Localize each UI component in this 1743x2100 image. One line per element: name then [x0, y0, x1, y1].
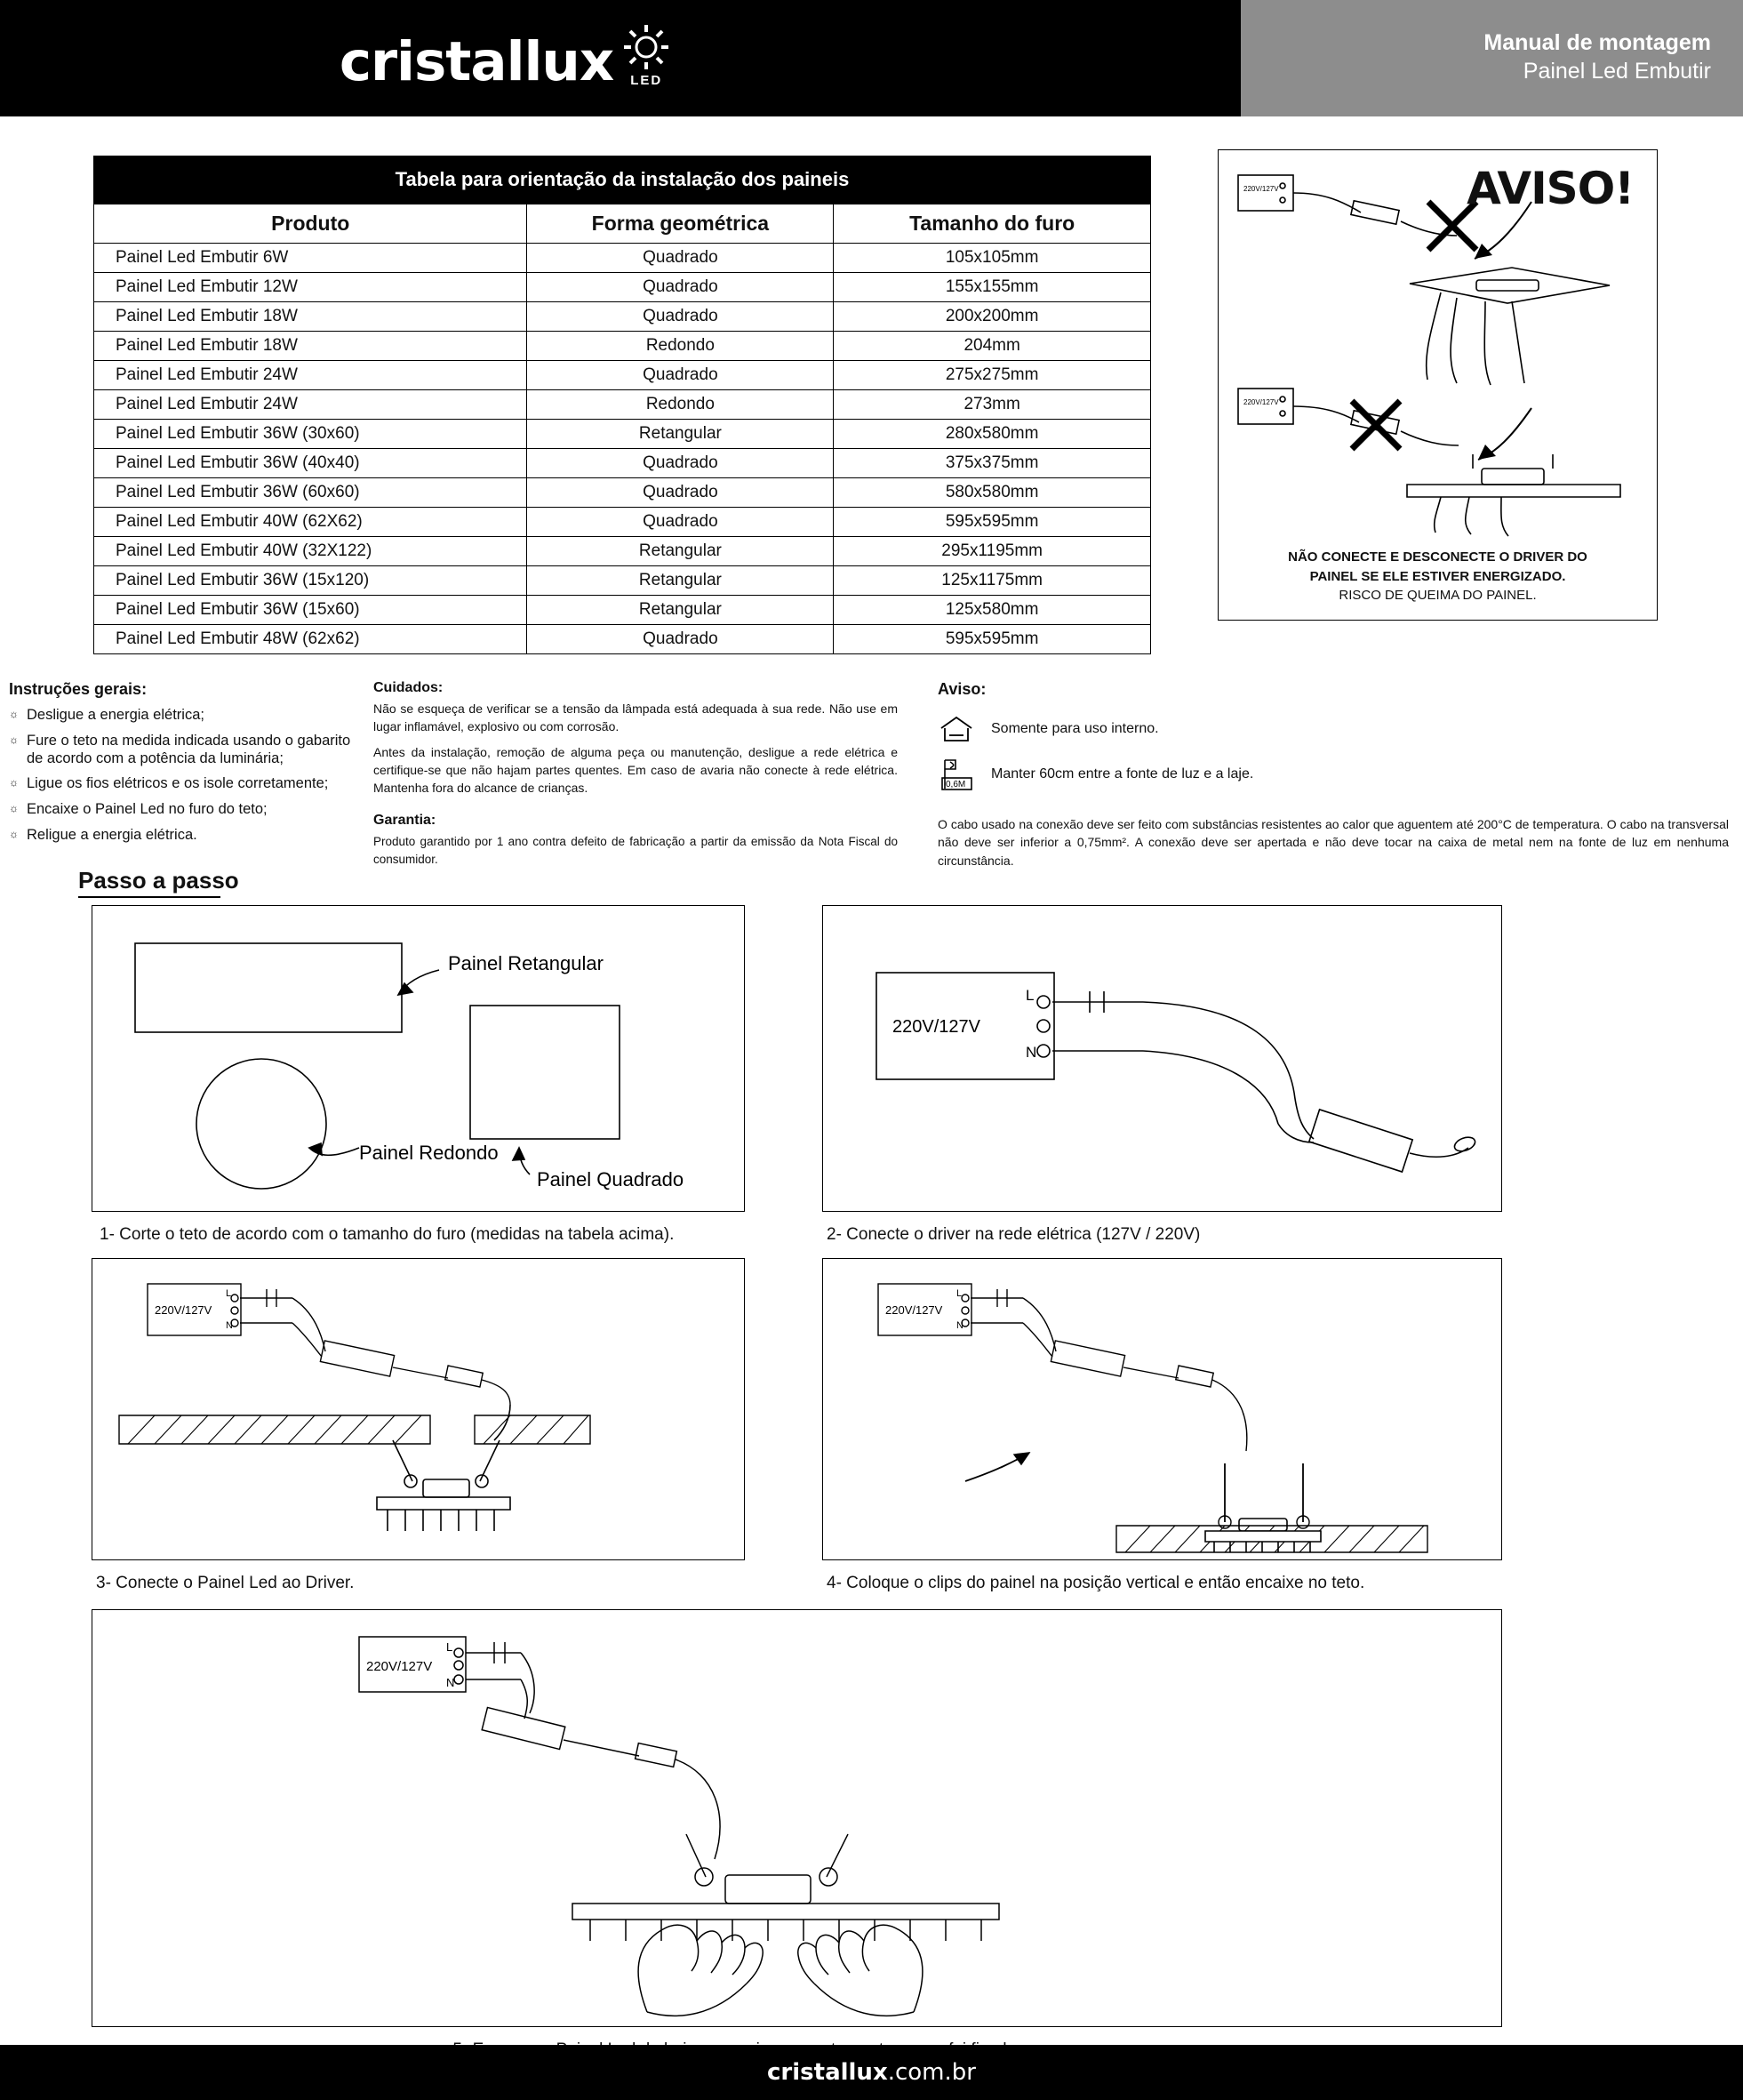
- brand-sub: LED: [630, 73, 663, 88]
- cell-forma: Quadrado: [527, 244, 834, 273]
- table-row: [94, 537, 1151, 566]
- step-2-caption: 2- Conecte o driver na rede elétrica (127V / 220V): [827, 1225, 1201, 1244]
- manual-subtitle: Painel Led Embutir: [1523, 59, 1711, 84]
- distance-60cm-icon: [938, 757, 975, 792]
- care-heading: Cuidados:: [373, 680, 444, 695]
- instruction-item: [9, 827, 360, 845]
- label-retangular: Painel Retangular: [448, 952, 604, 974]
- cell-produto: Painel Led Embutir 36W (60x60): [94, 478, 527, 508]
- cell-furo: 375x375mm: [834, 449, 1151, 478]
- cell-forma: Quadrado: [527, 478, 834, 508]
- footer-site-domain: .com.br: [887, 2059, 976, 2086]
- table-header-row: [94, 204, 1151, 244]
- instruction-text: Desligue a energia elétrica;: [27, 707, 204, 723]
- cell-produto: Painel Led Embutir 36W (15x120): [94, 566, 527, 596]
- care-paragraph-2: Antes da instalação, remoção de alguma peça ou manutenção, desligue a rede elétrica e certifique-se que não hajam partes quentes. Em caso de avaria não conecte à rede elétrica. Mantenha fora do alcance de crianças.: [373, 744, 898, 795]
- bullet-icon: ☼: [9, 708, 19, 720]
- notice-item-2: [938, 757, 1729, 792]
- panel-table-block: [93, 156, 1151, 654]
- cell-furo: 273mm: [834, 390, 1151, 420]
- cell-produto: Painel Led Embutir 18W: [94, 332, 527, 361]
- step-4-diagram: [823, 1259, 1501, 1559]
- step-1-diagram: [92, 906, 744, 1211]
- table-row: [94, 273, 1151, 302]
- notice-item-1: [938, 714, 1729, 744]
- cell-forma: Redondo: [527, 390, 834, 420]
- table-row: [94, 596, 1151, 625]
- cell-forma: Retangular: [527, 566, 834, 596]
- instruction-text: Ligue os fios elétricos e os isole corretamente;: [27, 775, 329, 792]
- column-header-forma: Forma geométrica: [527, 204, 834, 244]
- cell-produto: Painel Led Embutir 24W: [94, 361, 527, 390]
- cell-forma: Quadrado: [527, 625, 834, 654]
- footer-site: [767, 2059, 976, 2086]
- warning-footer-text: [1219, 548, 1657, 605]
- cable-note: O cabo usado na conexão deve ser feito com substâncias resistentes ao calor que aguentem até 200°C de temperatura. O cabo na transversal não deve ser inferior a 0,75mm². A conexão deve ser apertada e não deve tocar na caixa de metal nem na fonte de luz em nenhuma circunstância.: [938, 817, 1729, 868]
- cell-produto: Painel Led Embutir 24W: [94, 390, 527, 420]
- label-L-2: L: [1026, 987, 1035, 1004]
- warning-illustration-box: [1218, 149, 1658, 621]
- step-2-diagram: [823, 906, 1501, 1211]
- instruction-item: [9, 775, 360, 793]
- label-quadrado: Painel Quadrado: [537, 1168, 684, 1190]
- svg-text:L: L: [226, 1288, 232, 1299]
- brand-name: cristallux: [339, 30, 614, 93]
- instruction-text: Encaixe o Painel Led no furo do teto;: [27, 801, 268, 818]
- steps-heading-underline: [78, 896, 220, 898]
- cell-furo: 280x580mm: [834, 420, 1151, 449]
- warranty-heading: Garantia:: [373, 813, 436, 829]
- panel-table: [93, 204, 1151, 654]
- cell-forma: Quadrado: [527, 449, 834, 478]
- step-3-caption: 3- Conecte o Painel Led ao Driver.: [96, 1574, 355, 1592]
- svg-text:N: N: [226, 1320, 233, 1331]
- notice-heading: Aviso:: [938, 680, 987, 698]
- sun-burst-icon: [622, 23, 670, 71]
- care-col: [373, 680, 898, 876]
- general-instructions-col: [9, 680, 360, 853]
- instructions-heading: Instruções gerais:: [9, 680, 148, 698]
- table-row: [94, 244, 1151, 273]
- cell-forma: Retangular: [527, 537, 834, 566]
- instruction-text: Fure o teto na medida indicada usando o gabarito de acordo com a potência da luminária;: [27, 732, 351, 766]
- step-5-figure: [92, 1609, 1502, 2027]
- label-voltage-2: 220V/127V: [892, 1017, 980, 1037]
- svg-text:220V/127V: 220V/127V: [1243, 185, 1279, 193]
- cell-produto: Painel Led Embutir 6W: [94, 244, 527, 273]
- cell-furo: 204mm: [834, 332, 1151, 361]
- cell-furo: 125x580mm: [834, 596, 1151, 625]
- manual-title: Manual de montagem: [1483, 30, 1711, 55]
- step-3-figure: [92, 1258, 745, 1560]
- table-row: [94, 625, 1151, 654]
- step-1-figure: [92, 905, 745, 1212]
- table-title: Tabela para orientação da instalação dos paineis: [93, 156, 1151, 204]
- cell-produto: Painel Led Embutir 36W (40x40): [94, 449, 527, 478]
- bullet-icon: ☼: [9, 802, 19, 815]
- cell-furo: 580x580mm: [834, 478, 1151, 508]
- notice-col: [938, 680, 1729, 870]
- instruction-item: [9, 733, 360, 768]
- cell-produto: Painel Led Embutir 36W (15x60): [94, 596, 527, 625]
- cell-produto: Painel Led Embutir 36W (30x60): [94, 420, 527, 449]
- cell-furo: 275x275mm: [834, 361, 1151, 390]
- cell-produto: Painel Led Embutir 40W (62X62): [94, 508, 527, 537]
- cell-produto: Painel Led Embutir 18W: [94, 302, 527, 332]
- cell-furo: 105x105mm: [834, 244, 1151, 273]
- cell-forma: Quadrado: [527, 273, 834, 302]
- notice-text-2: Manter 60cm entre a fonte de luz e a laje.: [991, 766, 1254, 781]
- table-row: [94, 332, 1151, 361]
- table-row: [94, 449, 1151, 478]
- cell-furo: 200x200mm: [834, 302, 1151, 332]
- page-footer: [0, 2045, 1743, 2100]
- label-N-2: N: [1026, 1044, 1037, 1061]
- svg-text:N: N: [956, 1320, 963, 1331]
- indoor-use-icon: [938, 714, 975, 744]
- warning-line-1: NÃO CONECTE E DESCONECTE O DRIVER DO: [1288, 549, 1587, 565]
- bullet-icon: ☼: [9, 776, 19, 790]
- svg-text:220V/127V: 220V/127V: [885, 1303, 943, 1317]
- svg-text:0,6M: 0,6M: [946, 780, 966, 790]
- header-title-block: [1241, 0, 1743, 116]
- table-row: [94, 566, 1151, 596]
- svg-text:N: N: [446, 1676, 455, 1689]
- warning-line-3: RISCO DE QUEIMA DO PAINEL.: [1339, 588, 1537, 604]
- cell-furo: 595x595mm: [834, 508, 1151, 537]
- step-4-caption: 4- Coloque o clips do painel na posição vertical e então encaixe no teto.: [827, 1574, 1365, 1592]
- instruction-item: [9, 801, 360, 819]
- care-paragraph-1: Não se esqueça de verificar se a tensão da lâmpada está adequada à sua rede. Não use em lugar inflamável, explosivo ou com corrosão.: [373, 701, 898, 733]
- cell-forma: Retangular: [527, 596, 834, 625]
- column-header-produto: Produto: [94, 204, 527, 244]
- table-row: [94, 508, 1151, 537]
- warning-title: AVISO!: [1467, 163, 1634, 214]
- instruction-item: [9, 707, 360, 725]
- svg-text:L: L: [956, 1288, 963, 1299]
- column-header-furo: Tamanho do furo: [834, 204, 1151, 244]
- warranty-text: Produto garantido por 1 ano contra defeito de fabricação a partir da emissão da Nota Fiscal do consumidor.: [373, 835, 898, 866]
- bullet-icon: ☼: [9, 733, 19, 746]
- table-row: [94, 420, 1151, 449]
- cell-forma: Quadrado: [527, 508, 834, 537]
- step-2-figure: [822, 905, 1502, 1212]
- cell-forma: Retangular: [527, 420, 834, 449]
- notice-text-1: Somente para uso interno.: [991, 721, 1159, 736]
- step-3-diagram: [92, 1259, 744, 1559]
- table-row: [94, 302, 1151, 332]
- instruction-text: Religue a energia elétrica.: [27, 826, 197, 843]
- step-4-figure: [822, 1258, 1502, 1560]
- step-5-diagram: [92, 1610, 1501, 2026]
- cell-furo: 155x155mm: [834, 273, 1151, 302]
- table-row: [94, 390, 1151, 420]
- svg-text:L: L: [446, 1640, 453, 1654]
- step-1-caption: 1- Corte o teto de acordo com o tamanho do furo (medidas na tabela acima).: [100, 1225, 675, 1244]
- cell-forma: Quadrado: [527, 361, 834, 390]
- cell-produto: Painel Led Embutir 48W (62x62): [94, 625, 527, 654]
- table-row: [94, 361, 1151, 390]
- svg-text:220V/127V: 220V/127V: [366, 1659, 433, 1674]
- cell-produto: Painel Led Embutir 12W: [94, 273, 527, 302]
- cell-produto: Painel Led Embutir 40W (32X122): [94, 537, 527, 566]
- warning-line-2: PAINEL SE ELE ESTIVER ENERGIZADO.: [1309, 568, 1566, 584]
- cell-furo: 125x1175mm: [834, 566, 1151, 596]
- svg-text:220V/127V: 220V/127V: [155, 1303, 212, 1317]
- label-redondo: Painel Redondo: [359, 1142, 499, 1164]
- steps-heading: Passo a passo: [78, 867, 239, 894]
- cell-furo: 595x595mm: [834, 625, 1151, 654]
- svg-text:220V/127V: 220V/127V: [1243, 398, 1279, 406]
- cell-forma: Redondo: [527, 332, 834, 361]
- table-row: [94, 478, 1151, 508]
- footer-site-main: cristallux: [767, 2059, 888, 2086]
- page-header: [0, 0, 1743, 116]
- cell-furo: 295x1195mm: [834, 537, 1151, 566]
- cell-forma: Quadrado: [527, 302, 834, 332]
- logo-area: [0, 0, 1241, 116]
- bullet-icon: ☼: [9, 827, 19, 840]
